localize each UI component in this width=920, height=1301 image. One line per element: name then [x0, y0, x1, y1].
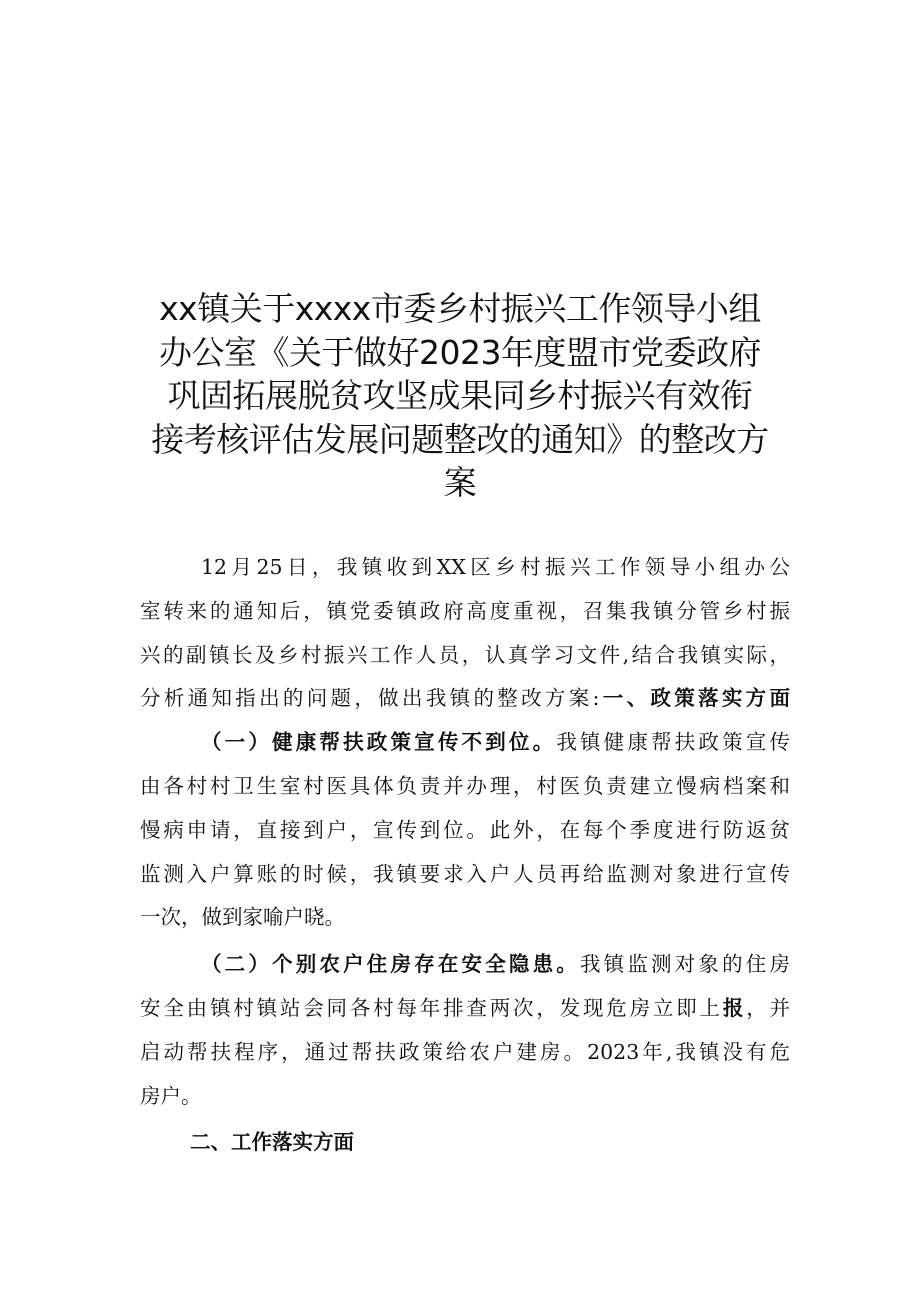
item-2-line-1-text: 我镇监测对象的住房: [580, 952, 790, 977]
intro-line-1: 12月25日，我镇收到XX区乡村振兴工作领导小组办公: [201, 555, 790, 579]
title-line-3: 巩固拓展脱贫攻坚成果同乡村振兴有效衔: [167, 376, 753, 415]
item-2-paragraph: [140, 943, 790, 1118]
document-title: [150, 287, 770, 505]
item-1-line-1-text: 我镇健康帮扶政策宣传: [556, 730, 790, 755]
section-2-heading: 二、工作落实方面: [190, 1130, 354, 1155]
item-1-line-2: 由各村村卫生室村医具体负责并办理，村医负责建立慢病档案和: [140, 773, 790, 798]
item-1-line-5: 一次，做到家喻户晓。: [140, 905, 345, 930]
title-line-4: 接考核评估发展问题整改的通知》的整改方: [151, 419, 769, 459]
item-1-line-1: [140, 721, 790, 765]
intro-line-4: [140, 677, 790, 721]
item-2-line-1: [140, 943, 790, 987]
item-1-line-4: 监测入户算账的时候，我镇要求入户人员再给监测对象进行宣传: [140, 861, 790, 886]
item-2-line-2-end: ，并: [746, 995, 791, 1020]
item-2-line-2: [140, 987, 790, 1031]
item-1-paragraph: [140, 721, 790, 940]
section-2-heading-line: [140, 1121, 790, 1165]
intro-line-4-text: 分析通知指出的问题，做出我镇的整改方案:: [140, 686, 600, 711]
intro-line-2: 室转来的通知后，镇党委镇政府高度重视，召集我镇分管乡村振: [140, 598, 790, 623]
intro-line-3: 兴的副镇长及乡村振兴工作人员，认真学习文件,结合我镇实际，: [140, 642, 790, 667]
title-line-5: 案: [443, 463, 477, 502]
item-1-line-3: 慢病申请，直接到户，宣传到位。此外，在每个季度进行防返贫: [140, 817, 790, 842]
item-1-heading: （一）健康帮扶政策宣传不到位。: [201, 730, 557, 755]
item-2-line-2-text: 安全由镇村镇站会同各村每年排查两次，发现危房立即上: [140, 995, 723, 1020]
document-body: [140, 546, 790, 1165]
item-2-bold-word: 报: [722, 995, 747, 1020]
item-2-heading: （二）个别农户住房存在安全隐患。: [201, 952, 580, 977]
title-line-1: xx镇关于xxxx市委乡村振兴工作领导小组: [159, 289, 761, 328]
item-2-line-4: 房户。: [140, 1083, 202, 1108]
intro-paragraph: [140, 546, 790, 721]
title-line-2: 办公室《关于做好2023年度盟市党委政府: [159, 332, 761, 372]
item-2-line-3: 启动帮扶程序，通过帮扶政策给农户建房。2023年,我镇没有危: [140, 1039, 790, 1064]
section-1-heading: 一、政策落实方面: [599, 686, 790, 711]
